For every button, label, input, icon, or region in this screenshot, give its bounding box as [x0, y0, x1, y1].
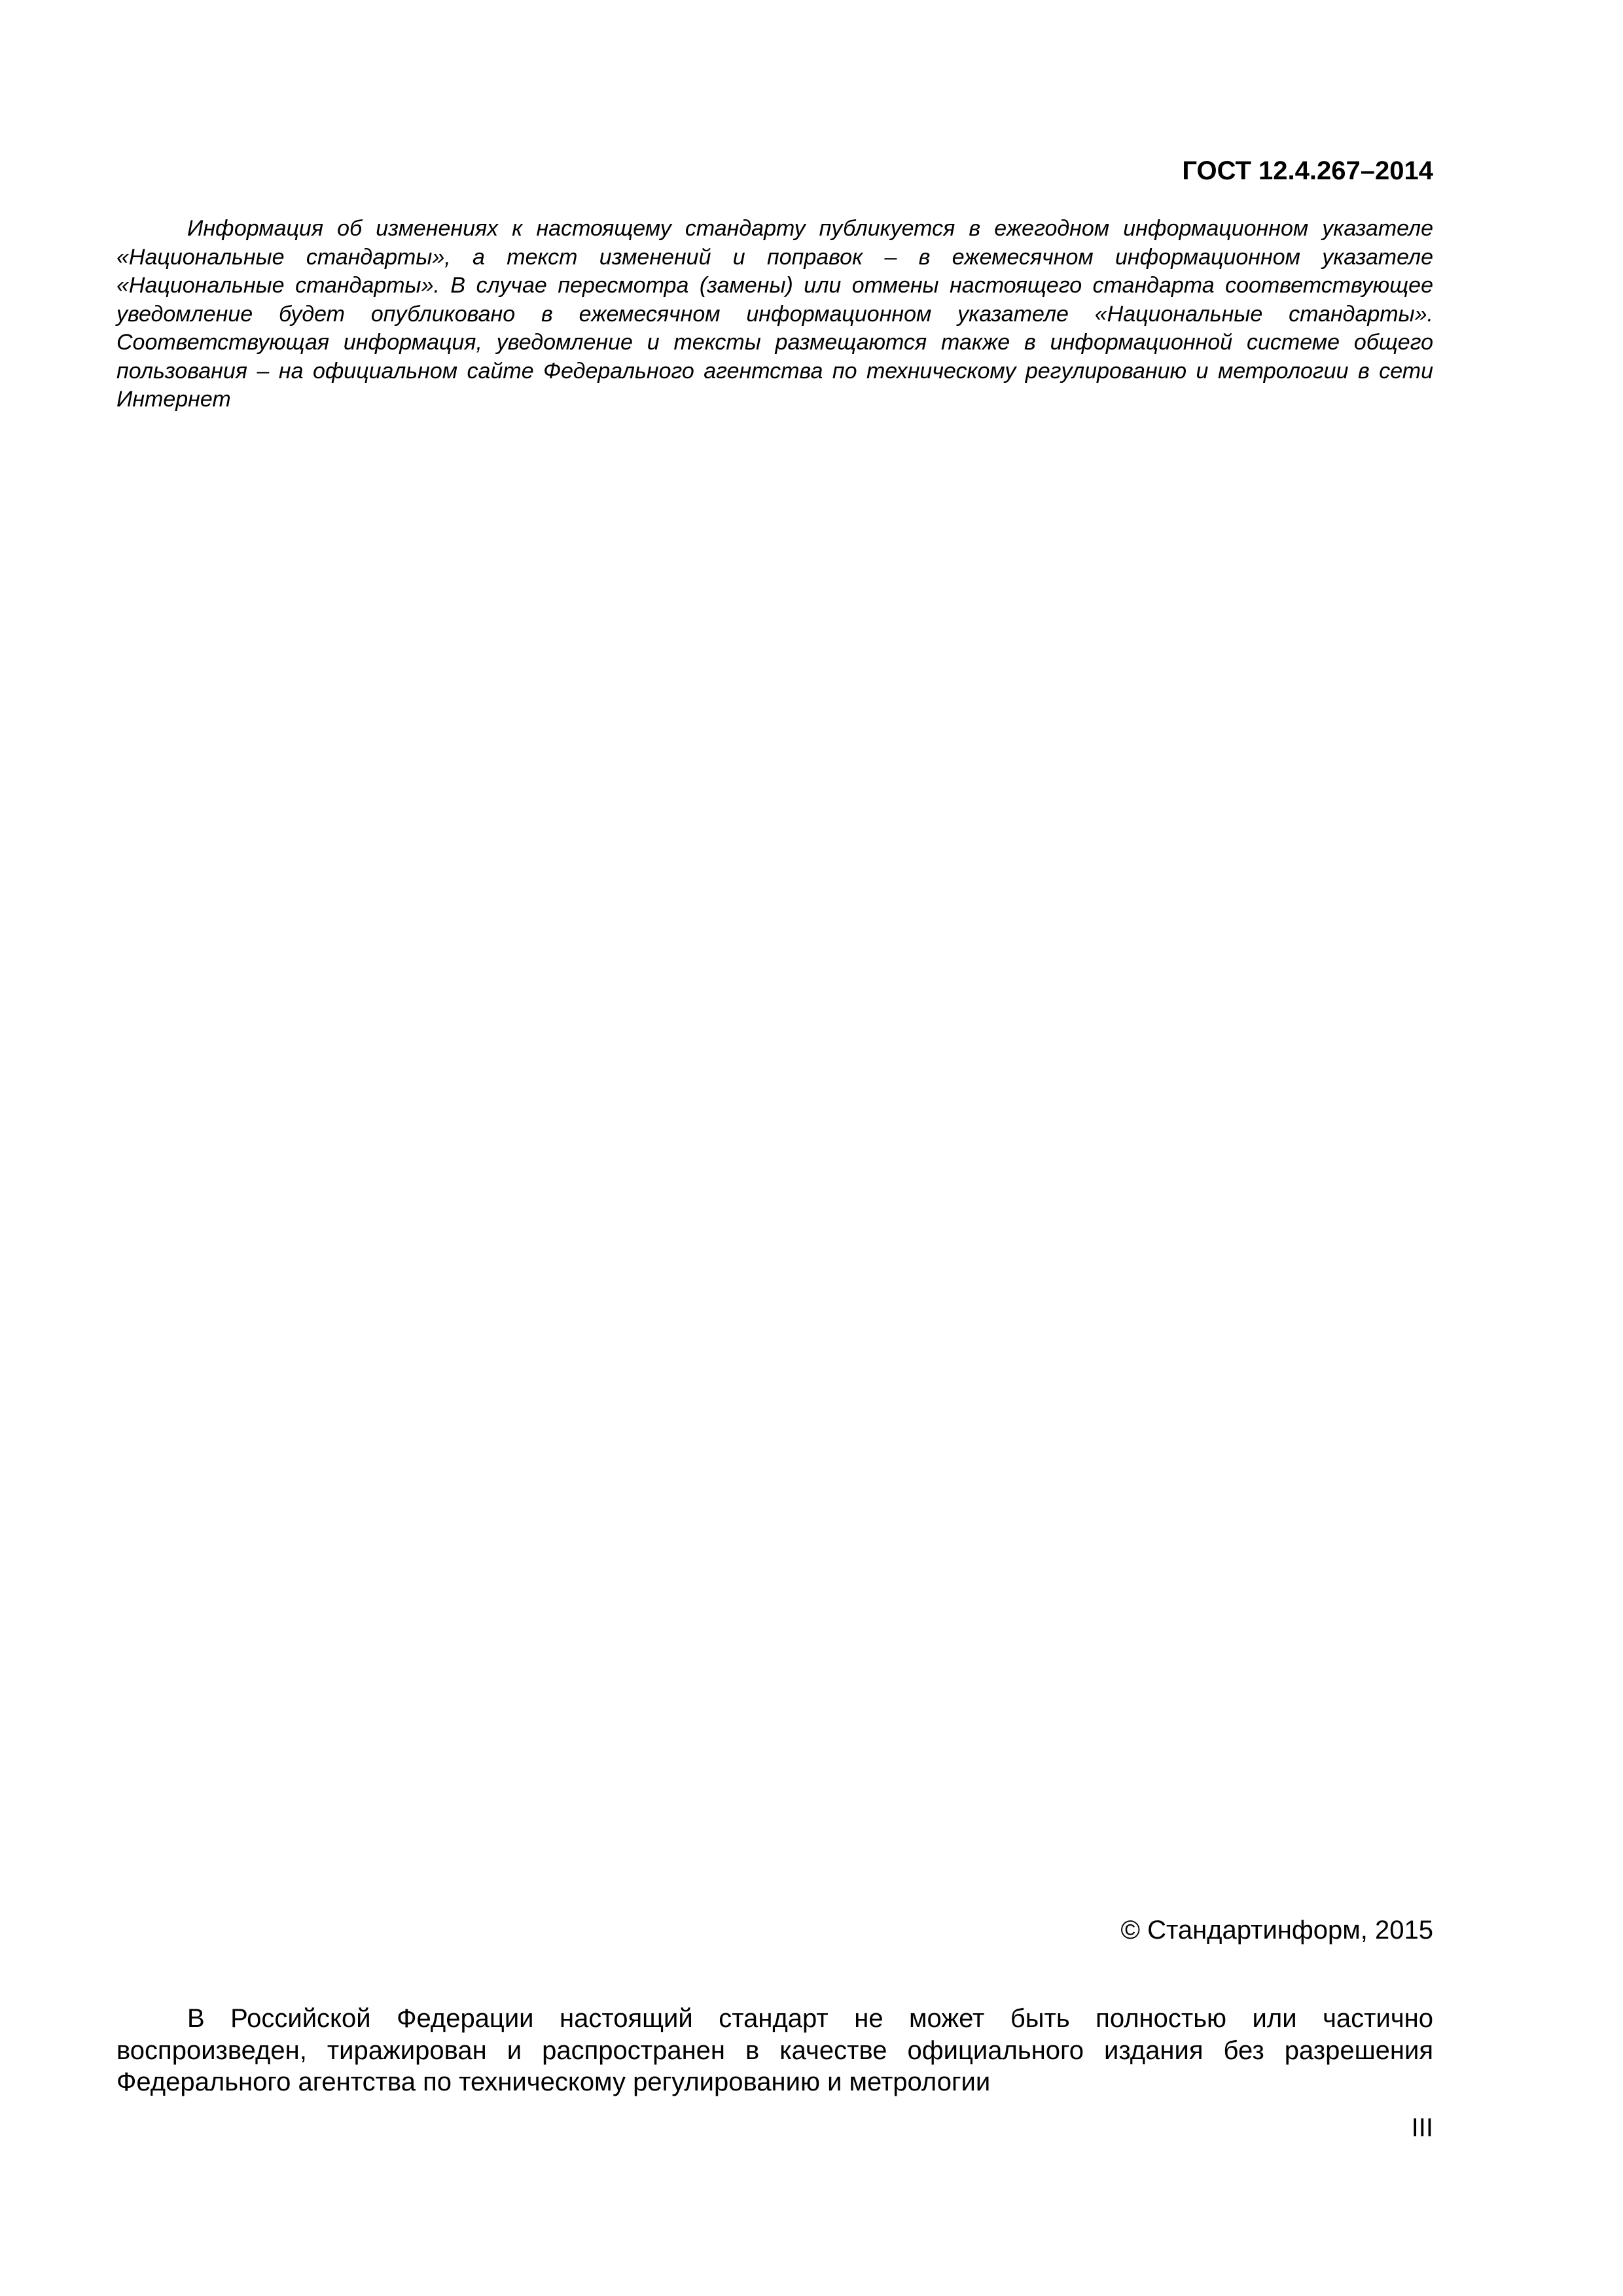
reproduction-restriction-notice: В Российской Федерации настоящий стандарт не может быть полностью или частично воспроизведен, тиражирован и распространен в качестве официального издания без разрешения Федерального агентства по техническому регулированию и метрологии: [116, 2004, 1433, 2096]
document-code: ГОСТ 12.4.267–2014: [1182, 156, 1433, 185]
page-number: III: [1411, 2113, 1433, 2142]
copyright-notice: © Стандартинформ, 2015: [1120, 1916, 1433, 1945]
amendments-info-paragraph: Информация об изменениях к настоящему стандарту публикуется в ежегодном информационном указателе «Национальные стандарты», а текст изменений и поправок – в ежемесячном информационном указателе «Национальные стандарты». В случае пересмотра (замены) или отмены настоящего стандарта соответствующее уведомление будет опубликовано в ежемесячном информационном указателе «Национальные стандарты». Соответствующая информация, уведомление и тексты размещаются также в информационной системе общего пользования – на официальном сайте Федерального агентства по техническому регулированию и метрологии в сети Интернет: [116, 216, 1433, 412]
